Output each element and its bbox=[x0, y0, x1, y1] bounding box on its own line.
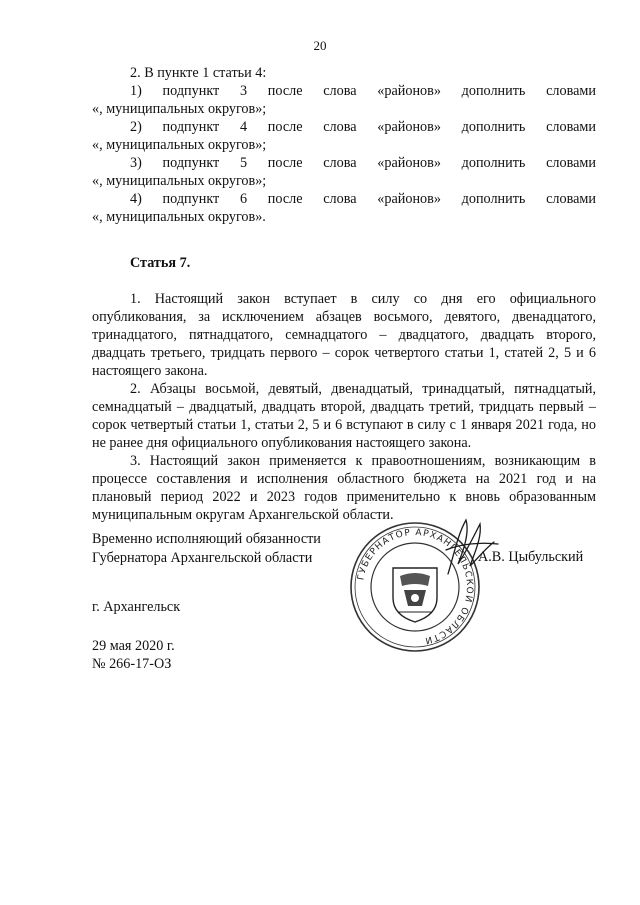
list-item-continuation: «, муниципальных округов»; bbox=[92, 137, 267, 153]
list-item-continuation: «, муниципальных округов»; bbox=[92, 173, 267, 189]
article-paragraph: 1. Настоящий закон вступает в силу со дня его официального опубликования, за исключением абзацев восьмого, девятого, двенадцатого, тринадцатого, пятнадцатого, семнадцатого – двадцатого, двадцать второго, двадцать третьего, тридцать первого – сорок четвертого статьи 1, статей 2, 5 и 6 настоящего закона. bbox=[92, 291, 596, 379]
place-of-signing: г. Архангельск bbox=[92, 599, 181, 615]
section-2-intro: 2. В пункте 1 статьи 4: bbox=[130, 65, 267, 81]
svg-text:ГУБЕРНАТОР АРХАНГЕЛЬСКОЙ ОБЛАС: ГУБЕРНАТОР АРХАНГЕЛЬСКОЙ ОБЛАСТИ bbox=[356, 527, 475, 646]
coat-of-arms-emblem bbox=[393, 568, 437, 622]
law-number: № 266-17-ОЗ bbox=[92, 656, 172, 672]
article-paragraph: 2. Абзацы восьмой, девятый, двенадцатый, тринадцатый, пятнадцатый, семнадцатый – двадцатый, двадцать второй, двадцать третий, тридцать первый – сорок четвертый статьи 1, статьи 2, 5 и 6 вступают в силу с 1 января 2021 года, но не ранее дня официального опубликования настоящего закона. bbox=[92, 381, 596, 451]
list-item-main: 1) подпункт 3 после слова «районов» дополнить словами bbox=[130, 83, 596, 99]
list-item-continuation: «, муниципальных округов». bbox=[92, 209, 266, 225]
article-heading: Статья 7. bbox=[130, 255, 191, 271]
list-item-main: 4) подпункт 6 после слова «районов» дополнить словами bbox=[130, 191, 596, 207]
signatory-title bbox=[92, 530, 321, 568]
signatory-title-line: Временно исполняющий обязанности bbox=[92, 531, 321, 547]
page-number: 20 bbox=[313, 38, 327, 53]
list-item-continuation: «, муниципальных округов»; bbox=[92, 101, 267, 117]
signing-date: 29 мая 2020 г. bbox=[92, 638, 175, 654]
signatory-name: А.В. Цыбульский bbox=[478, 549, 584, 565]
handwritten-signature bbox=[440, 514, 500, 580]
signatory-title-line: Губернатора Архангельской области bbox=[92, 550, 313, 566]
article-paragraph: 3. Настоящий закон применяется к правоотношениям, возникающим в процессе составления и исполнения областного бюджета на 2021 год и на плановый период 2022 и 2023 годов применительно к вновь образованным муниципальным округам Архангельской области. bbox=[92, 453, 596, 523]
list-item-main: 3) подпункт 5 после слова «районов» дополнить словами bbox=[130, 155, 596, 171]
date-and-number bbox=[92, 637, 175, 673]
list-item-main: 2) подпункт 4 после слова «районов» дополнить словами bbox=[130, 119, 596, 135]
document-body bbox=[92, 64, 596, 524]
